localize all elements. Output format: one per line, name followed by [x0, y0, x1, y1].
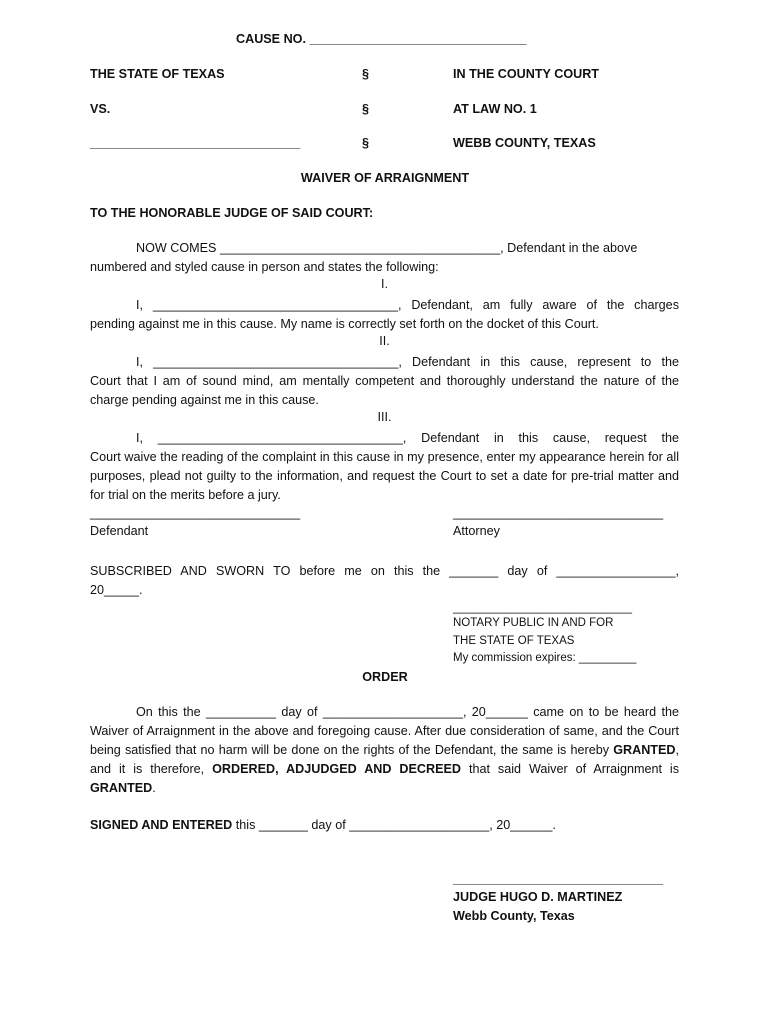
salutation: TO THE HONORABLE JUDGE OF SAID COURT:	[90, 206, 374, 220]
section-numeral: II.	[379, 334, 390, 348]
section-3-body: Court waive the reading of the complaint in this cause in my presence, enter my appearance herein for all purposes, plead not guilty to the information, and request the Court to set a date for pre-trial matter and for trial on the merits before a jury.	[90, 450, 679, 502]
defendant-signature-line: ______________________________	[90, 506, 301, 520]
section-2-body: Court that I am of sound mind, am mentally competent and thoroughly understand the nature of the charge pending against me in this cause.	[90, 374, 679, 407]
caption-vs: VS.	[90, 102, 111, 116]
order-text: , and it is therefore,	[90, 743, 679, 776]
document-title: WAIVER OF ARRAIGNMENT	[300, 171, 470, 185]
signed-entered-bold: SIGNED AND ENTERED	[90, 818, 233, 832]
granted-text: GRANTED	[90, 781, 153, 795]
order-body	[90, 703, 679, 798]
order-text: that said Waiver of Arraignment is	[461, 762, 680, 776]
defendant-label: Defendant	[90, 524, 149, 538]
caption-county: WEBB COUNTY, TEXAS	[453, 136, 596, 150]
order-text: On this the __________ day of ____________________, 20______ came on to be heard the Waiver of Arraignment in the above and foregoing cause. After due consideration of same, and the Court being satisfied that no harm will be done on the rights of the Defendant, the same is hereby	[90, 705, 679, 757]
judge-county: Webb County, Texas	[453, 909, 575, 923]
order-title: ORDER	[362, 670, 408, 684]
intro-line-2: numbered and styled cause in person and states the following:	[90, 260, 439, 274]
section-mark: §	[362, 102, 370, 116]
caption-defendant-blank: ______________________________	[90, 136, 301, 150]
section-mark: §	[362, 136, 370, 150]
granted-text: GRANTED	[613, 743, 676, 757]
caption-court-number: AT LAW NO. 1	[453, 102, 537, 116]
section-3-line-1: I, ___________________________________, Defendant in this cause, request the	[136, 431, 679, 445]
caption-state: THE STATE OF TEXAS	[90, 67, 225, 81]
attorney-signature-line: ______________________________	[453, 506, 664, 520]
section-2-line-1: I, ___________________________________, Defendant in this cause, represent to the	[136, 355, 679, 369]
section-1-body: pending against me in this cause. My name is correctly set forth on the docket of this Court.	[90, 317, 599, 331]
sworn-line-2: 20_____.	[90, 583, 143, 597]
section-1-line-1: I, ___________________________________, Defendant, am fully aware of the charges	[136, 298, 679, 312]
ordered-text: ORDERED, ADJUDGED AND DECREED	[212, 762, 462, 776]
caption-court: IN THE COUNTY COURT	[453, 67, 599, 81]
notary-title: NOTARY PUBLIC IN AND FOR	[453, 617, 614, 629]
section-mark: §	[362, 67, 370, 81]
signed-entered	[90, 818, 556, 832]
intro-line-1: NOW COMES ________________________________________, Defendant in the above	[136, 241, 638, 255]
order-text: .	[152, 781, 156, 795]
attorney-label: Attorney	[453, 524, 500, 538]
judge-signature-line: ______________________________	[453, 872, 664, 886]
section-numeral: III.	[377, 410, 392, 424]
notary-commission: My commission expires: _________	[453, 652, 637, 664]
notary-signature-line: ____________________________	[453, 602, 633, 614]
section-numeral: I.	[381, 277, 388, 291]
signed-entered-text: this _______ day of ____________________, 20______.	[232, 818, 556, 832]
sworn-line-1: SUBSCRIBED AND SWORN TO before me on this the _______ day of _________________,	[90, 564, 679, 578]
notary-state: THE STATE OF TEXAS	[453, 635, 575, 647]
judge-name: JUDGE HUGO D. MARTINEZ	[453, 890, 623, 904]
cause-number: CAUSE NO. _______________________________	[236, 32, 527, 46]
